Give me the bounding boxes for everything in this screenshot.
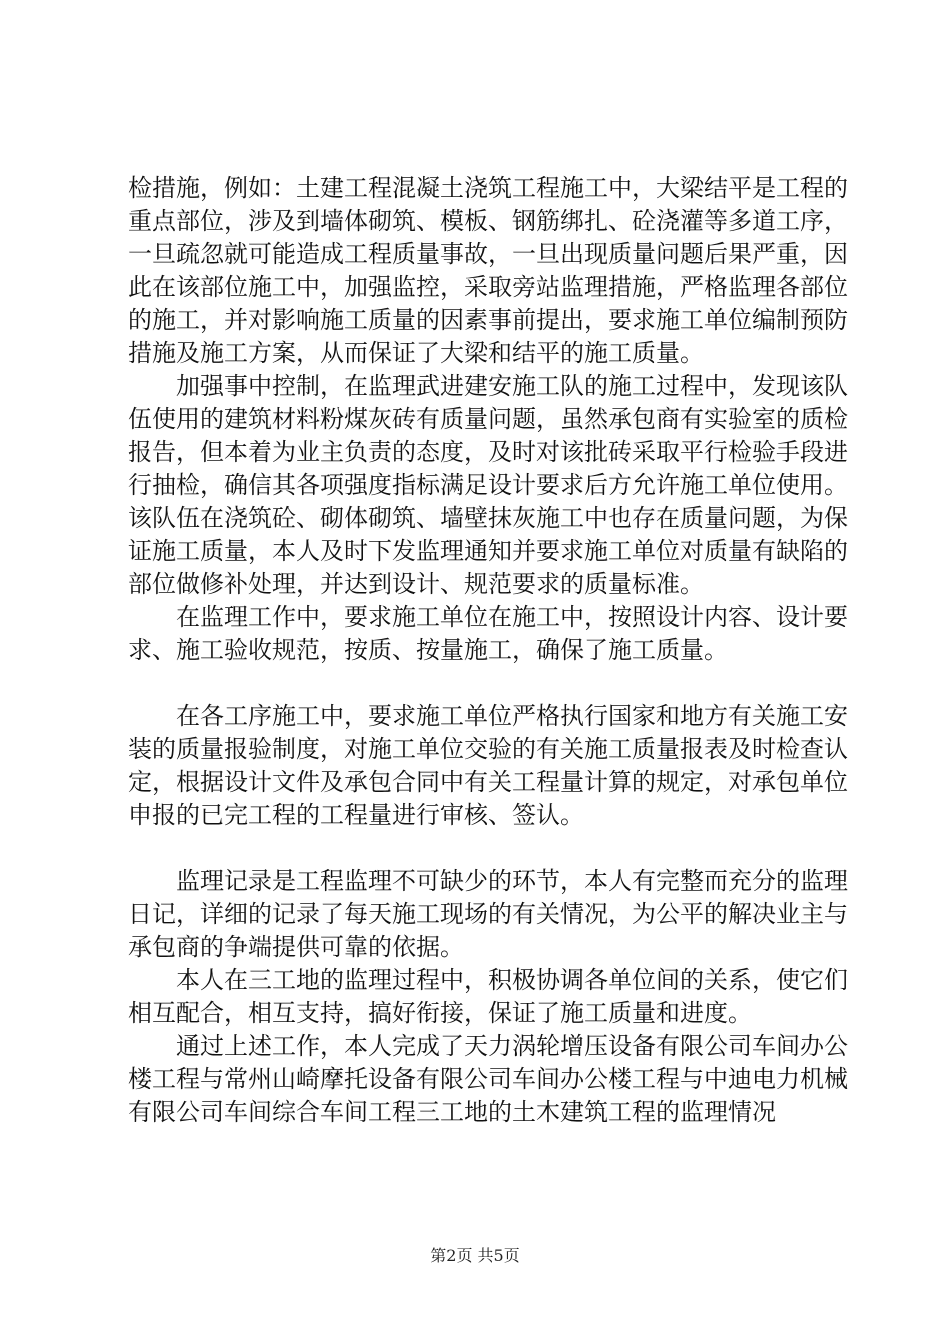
paragraph-3: 在监理工作中，要求施工单位在施工中，按照设计内容、设计要求、施工验收规范，按质、按量施工，确保了施工质量。 <box>128 603 848 664</box>
document-body <box>128 172 848 1129</box>
paragraph-5: 监理记录是工程监理不可缺少的环节，本人有完整而充分的监理日记，详细的记录了每天施工现场的有关情况，为公平的解决业主与承包商的争端提供可靠的依据。 <box>128 867 848 961</box>
paragraph-1: 检措施，例如：土建工程混凝土浇筑工程施工中，大梁结平是工程的重点部位，涉及到墙体砌筑、模板、钢筋绑扎、砼浇灌等多道工序，一旦疏忽就可能造成工程质量事故，一旦出现质量问题后果严重，因此在该部位施工中，加强监控，采取旁站监理措施，严格监理各部位的施工，并对影响施工质量的因素事前提出，要求施工单位编制预防措施及施工方案，从而保证了大梁和结平的施工质量。 <box>128 174 848 367</box>
page-number-footer: 第2页 共5页 <box>430 1246 520 1265</box>
paragraph-7: 通过上述工作，本人完成了天力涡轮增压设备有限公司车间办公楼工程与常州山崎摩托设备有限公司车间办公楼工程与中迪电力机械有限公司车间综合车间工程三工地的土木建筑工程的监理情况 <box>128 1032 848 1126</box>
paragraph-4: 在各工序施工中，要求施工单位严格执行国家和地方有关施工安装的质量报验制度，对施工单位交验的有关施工质量报表及时检查认定，根据设计文件及承包合同中有关工程量计算的规定，对承包单位申报的已完工程的工程量进行审核、签认。 <box>128 702 848 829</box>
paragraph-2: 加强事中控制，在监理武进建安施工队的施工过程中，发现该队伍使用的建筑材料粉煤灰砖有质量问题，虽然承包商有实验室的质检报告，但本着为业主负责的态度，及时对该批砖采取平行检验手段进行抽检，确信其各项强度指标满足设计要求后方允许施工单位使用。该队伍在浇筑砼、砌体砌筑、墙壁抹灰施工中也存在质量问题，为保证施工质量，本人及时下发监理通知并要求施工单位对质量有缺陷的部位做修补处理，并达到设计、规范要求的质量标准。 <box>128 372 848 598</box>
paragraph-6: 本人在三工地的监理过程中，积极协调各单位间的关系，使它们相互配合，相互支持，搞好衔接，保证了施工质量和进度。 <box>128 966 848 1027</box>
